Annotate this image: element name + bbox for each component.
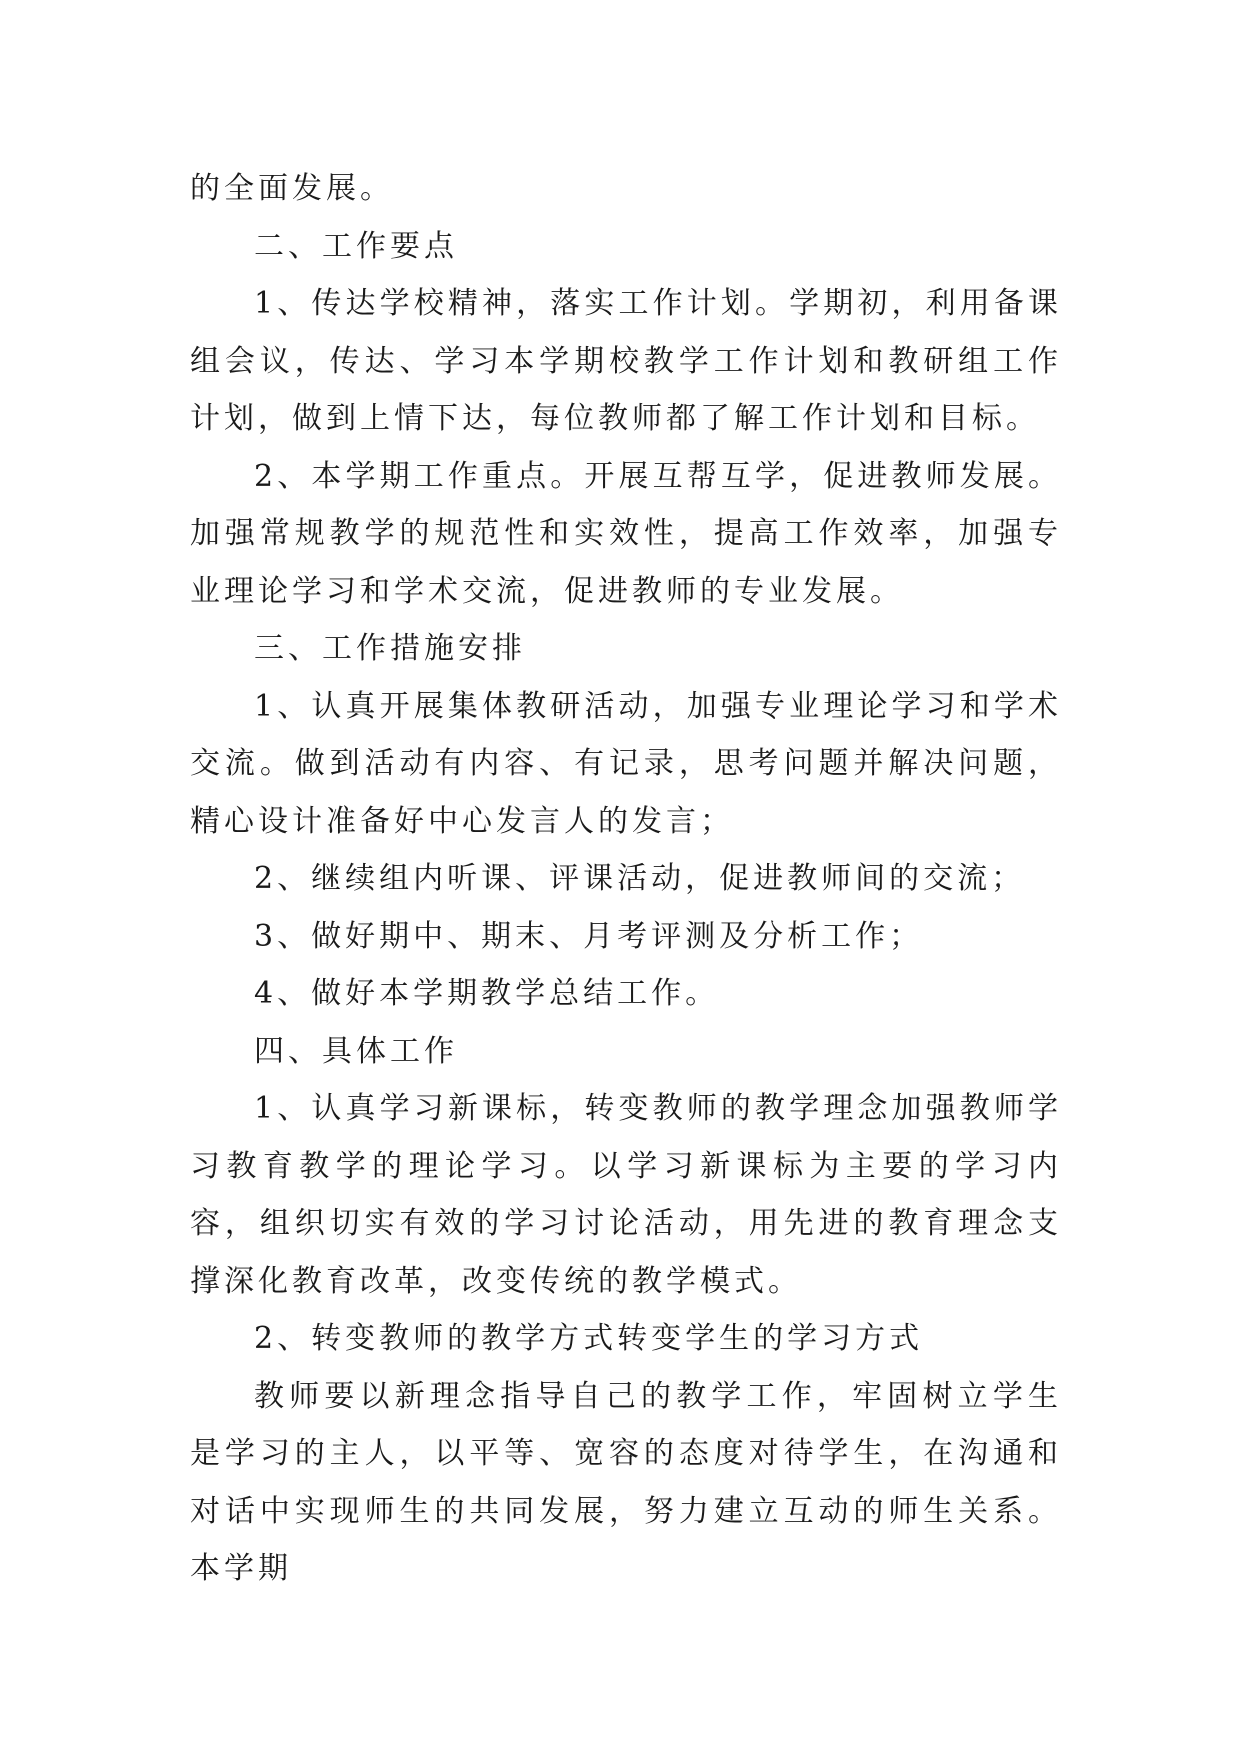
paragraph-item: 2、继续组内听课、评课活动，促进教师间的交流； <box>254 861 1026 896</box>
paragraph-item: 1、认真开展集体教研活动，加强专业理论学习和学术交流。做到活动有内容、有记录，思考问题并解决问题，精心设计准备好中心发言人的发言； <box>190 688 1062 839</box>
section-heading-specific-work: 四、具体工作 <box>254 1033 458 1069</box>
section-heading-work-points: 二、工作要点 <box>254 228 458 264</box>
paragraph-item: 4、做好本学期教学总结工作。 <box>254 976 720 1011</box>
paragraph-continuation: 的全面发展。 <box>190 171 394 206</box>
paragraph-item: 1、传达学校精神，落实工作计划。学期初，利用备课组会议，传达、学习本学期校教学工作计划和教研组工作计划，做到上情下达，每位教师都了解工作计划和目标。 <box>190 286 1062 436</box>
paragraph-item: 2、本学期工作重点。开展互帮互学，促进教师发展。加强常规教学的规范性和实效性，提高工作效率，加强专业理论学习和学术交流，促进教师的专业发展。 <box>190 458 1062 609</box>
paragraph-item: 3、做好期中、期末、月考评测及分析工作； <box>254 918 924 954</box>
paragraph-item: 1、认真学习新课标，转变教师的教学理念加强教师学习教育教学的理论学习。以学习新课标为主要的学习内容，组织切实有效的学习讨论活动，用先进的教育理念支撑深化教育改革，改变传统的教学模式。 <box>190 1091 1062 1299</box>
paragraph-body: 教师要以新理念指导自己的教学工作，牢固树立学生是学习的主人，以平等、宽容的态度对待学生，在沟通和对话中实现师生的共同发展，努力建立互动的师生关系。本学期 <box>190 1378 1062 1586</box>
paragraph-item: 2、转变教师的教学方式转变学生的学习方式 <box>254 1321 924 1356</box>
document-body <box>190 160 1062 1598</box>
section-heading-measures: 三、工作措施安排 <box>254 631 526 666</box>
